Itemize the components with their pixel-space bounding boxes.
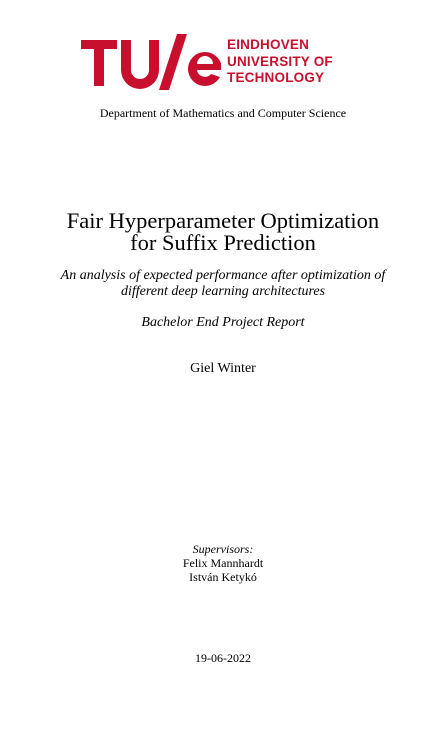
supervisors-block (0, 542, 446, 584)
report-title-line-1: Fair Hyperparameter Optimization (66, 208, 380, 233)
logo-line-3: TECHNOLOGY (227, 70, 325, 86)
tue-logo-wordmark (227, 37, 333, 87)
department-name: Department of Mathematics and Computer Science (99, 106, 347, 120)
report-subtitle (20, 268, 426, 300)
author-name: Giel Winter (190, 361, 256, 376)
report-subtitle-line-2: different deep learning architectures (120, 284, 326, 299)
report-title (0, 210, 446, 254)
supervisor-name: István Ketykó (189, 570, 257, 584)
supervisor-name: Felix Mannhardt (182, 556, 264, 570)
report-date: 19-06-2022 (195, 651, 251, 665)
logo-line-2: UNIVERSITY OF (227, 53, 333, 69)
report-subtitle-line-1: An analysis of expected performance after optimization of (60, 268, 386, 283)
tue-logo-mark (81, 34, 221, 90)
supervisors-label: Supervisors: (192, 542, 254, 556)
report-type: Bachelor End Project Report (141, 315, 305, 330)
logo-line-1: EINDHOVEN (227, 37, 310, 53)
tue-logo (81, 34, 343, 90)
report-title-line-2: for Suffix Prediction (130, 230, 316, 255)
